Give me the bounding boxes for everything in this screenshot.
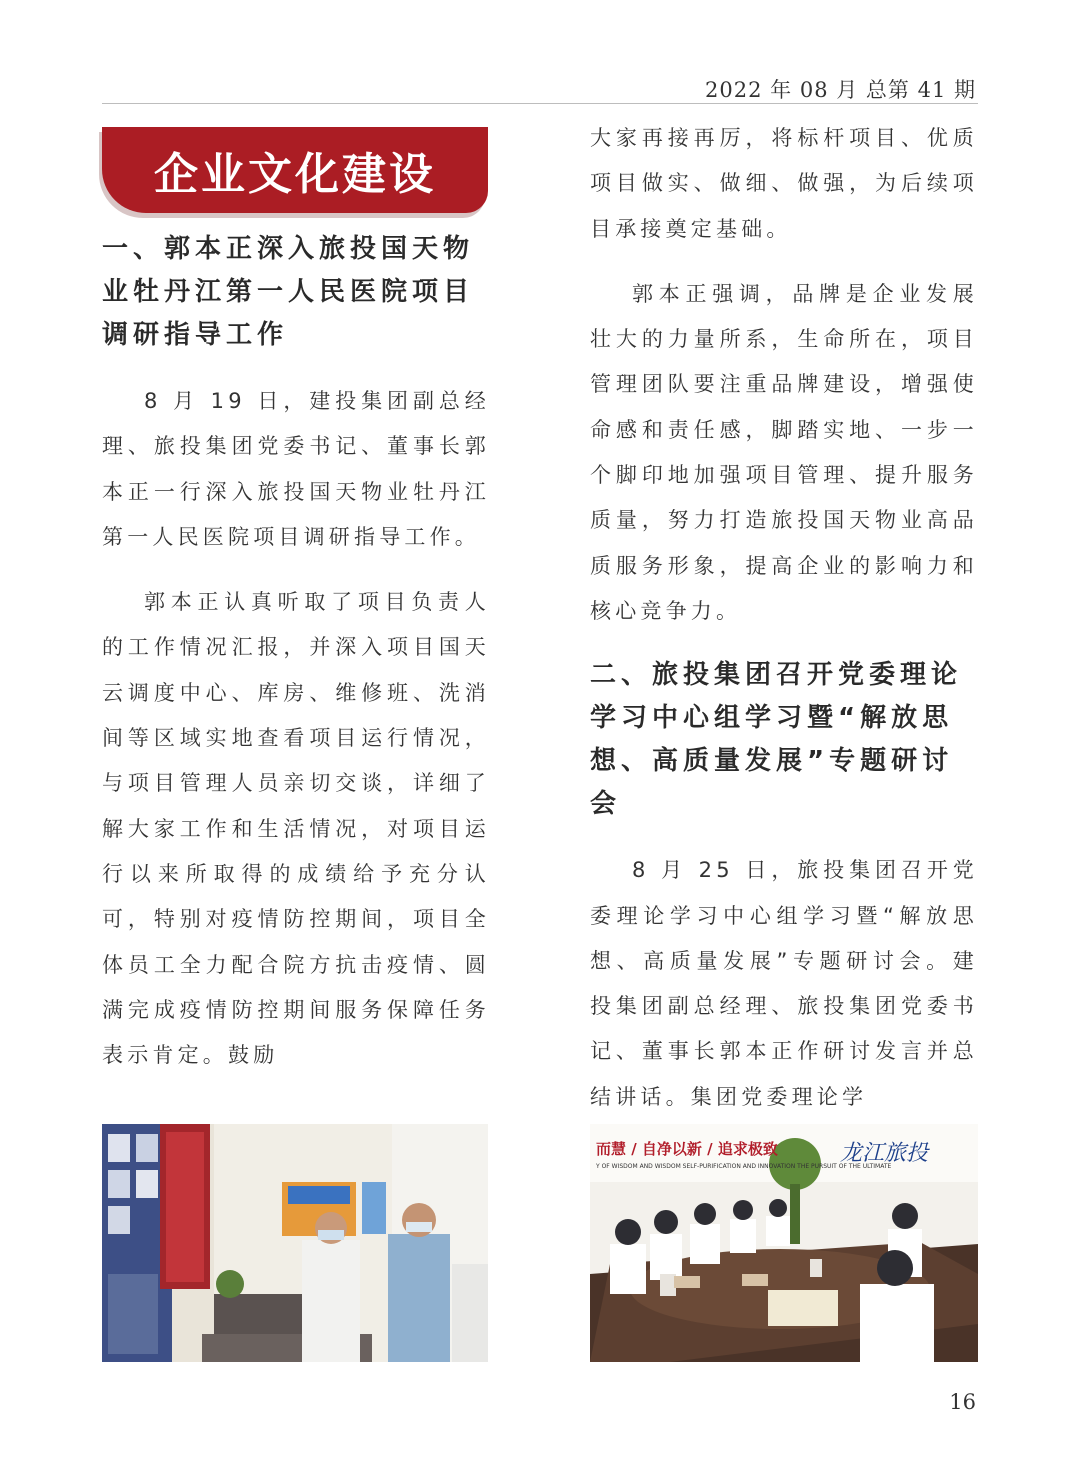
section-banner: 企业文化建设 bbox=[102, 127, 488, 213]
left-column bbox=[102, 228, 490, 1078]
article1-paragraph-1: 8 月 19 日，建投集团副总经理、旅投集团党委书记、董事长郭本正一行深入旅投国天物业牡丹江第一人民医院项目调研指导工作。 bbox=[102, 389, 490, 549]
photo-study-meeting bbox=[590, 1124, 978, 1362]
article1-paragraph-4: 郭本正强调，品牌是企业发展壮大的力量所系，生命所在，项目管理团队要注重品牌建设，增强使命感和责任感，脚踏实地、一步一个脚印地加强项目管理、提升服务质量，努力打造旅投国天物业高品质服务形象，提高企业的影响力和核心竞争力。 bbox=[590, 281, 978, 623]
article1-heading: 一、郭本正深入旅投国天物业牡丹江第一人民医院项目调研指导工作 bbox=[102, 234, 475, 350]
photo-hospital-visit-art bbox=[102, 1124, 488, 1362]
photo-hospital-visit bbox=[102, 1124, 488, 1362]
photo-study-meeting-art bbox=[590, 1124, 978, 1362]
article2-heading: 二、旅投集团召开党委理论学习中心组学习暨“解放思想、高质量发展”专题研讨会 bbox=[590, 660, 963, 820]
issue-date: 2022 年 08 月 总第 41 期 bbox=[705, 78, 976, 102]
article1-paragraph-2: 郭本正认真听取了项目负责人的工作情况汇报，并深入项目国天云调度中心、库房、维修班、洗消间等区域实地查看项目运行情况，与项目管理人员亲切交谈，详细了解大家工作和生活情况，对项目运行以来所取得的成绩给予充分认可，特别对疫情防控期间，项目全体员工全力配合院方抗击疫情、圆满完成疫情防控期间服务保障任务表示肯定。鼓励 bbox=[102, 590, 490, 1068]
photo-wall-slogan: 而慧 / 自净以新 / 追求极致 bbox=[596, 1140, 778, 1158]
right-column bbox=[590, 116, 978, 1120]
page-number: 16 bbox=[949, 1390, 976, 1414]
article1-paragraph-3: 大家再接再厉，将标杆项目、优质项目做实、做细、做强，为后续项目承接奠定基础。 bbox=[590, 126, 978, 241]
article2-paragraph-1: 8 月 25 日，旅投集团召开党委理论学习中心组学习暨“解放思想、高质量发展”专题研讨会。建投集团副总经理、旅投集团党委书记、董事长郭本正作研讨发言并总结讲话。集团党委理论学 bbox=[590, 858, 978, 1109]
header-divider bbox=[102, 103, 978, 104]
photo-wall-slogan-en: Y OF WISDOM AND WISDOM SELF-PURIFICATION AND INNOVATION THE PURSUIT OF THE ULTIMATE bbox=[596, 1163, 892, 1170]
photo-brand-logo: 龙江旅投 bbox=[840, 1141, 929, 1166]
